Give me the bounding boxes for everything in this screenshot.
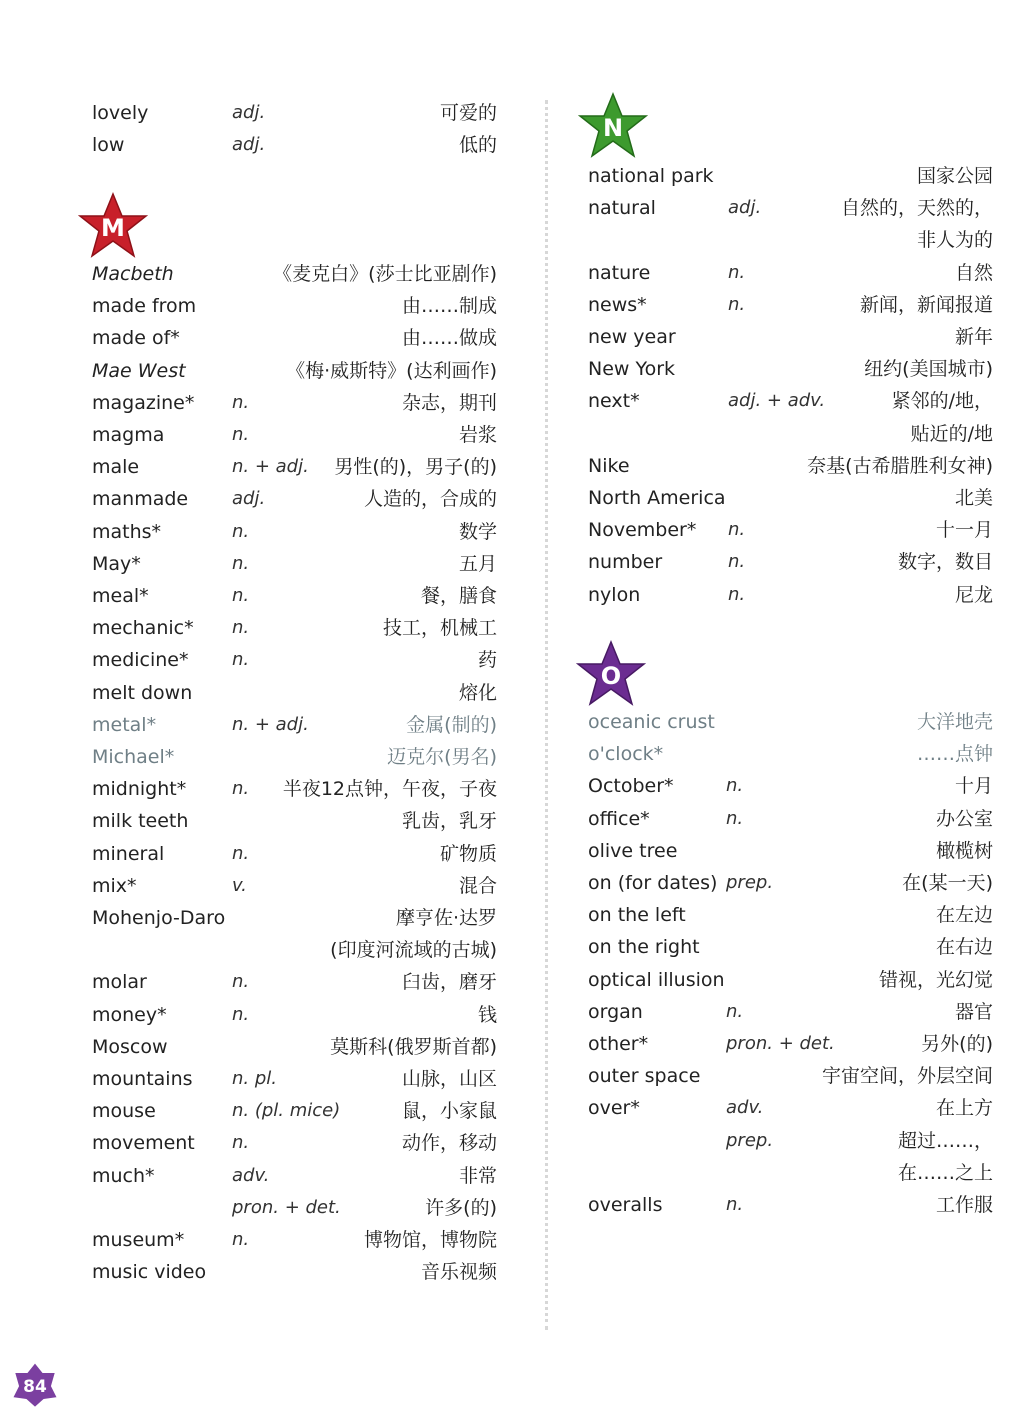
entry-translation: 音乐视频 — [420, 1261, 497, 1284]
entry-translation: 新年 — [954, 326, 993, 348]
entry-translation: 自然 — [954, 261, 993, 284]
entry-part-of-speech: n. — [728, 261, 746, 283]
entry-translation: 在……之上 — [897, 1161, 993, 1184]
entry-translation: 超过……， — [897, 1129, 993, 1152]
entry-translation: 技工，机械工 — [382, 617, 497, 640]
entry-part-of-speech: n. — [728, 583, 746, 605]
glossary-entry — [588, 1028, 993, 1060]
entry-word: New York — [588, 358, 676, 381]
entry-translation: 五月 — [458, 552, 497, 575]
entry-word: low — [92, 134, 125, 157]
entry-translation: 自然的，天然的， — [840, 197, 993, 220]
entry-word: o'clock* — [588, 743, 664, 766]
entry-word: Mohenjo-Daro — [92, 907, 226, 929]
glossary-entry — [588, 482, 993, 514]
entry-translation: 紧邻的/地， — [891, 390, 993, 413]
entry-translation: 低的 — [458, 134, 497, 157]
entry-translation: 动作，移动 — [401, 1132, 497, 1155]
entry-translation: 器官 — [954, 1000, 993, 1023]
entry-word: North America — [588, 487, 726, 509]
letter-o: O — [600, 662, 622, 690]
entry-translation: (印度河流域的古城) — [330, 939, 497, 962]
entry-part-of-speech: adj. — [728, 197, 762, 219]
glossary-entry — [92, 612, 497, 644]
entry-word: mountains — [92, 1068, 193, 1090]
entry-part-of-speech: n. — [232, 778, 250, 800]
entry-part-of-speech: n. — [232, 617, 250, 639]
entry-translation: 非人为的 — [916, 229, 993, 252]
glossary-entry — [92, 483, 497, 515]
entry-translation: 半夜12点钟，午夜，子夜 — [282, 778, 497, 801]
glossary-entry — [588, 738, 993, 770]
entry-part-of-speech: n. (pl. mice) — [232, 1100, 341, 1122]
entry-translation: 熔化 — [458, 681, 497, 704]
entry-part-of-speech: adv. — [232, 1164, 270, 1186]
entry-word: office* — [588, 807, 650, 830]
entry-part-of-speech: n. + adj. — [232, 456, 309, 478]
entry-word: other* — [588, 1033, 649, 1055]
entry-word: metal* — [92, 713, 157, 736]
entry-translation: 混合 — [458, 874, 497, 897]
glossary-entry — [588, 1157, 993, 1189]
entry-part-of-speech: n. — [232, 971, 250, 993]
entry-translation: 另外(的) — [921, 1033, 993, 1055]
glossary-entry — [588, 931, 993, 963]
letter-n: N — [602, 114, 624, 142]
entry-word: made from — [92, 295, 197, 318]
entry-part-of-speech: n. — [728, 519, 746, 541]
entry-translation: 办公室 — [935, 807, 993, 830]
entry-translation: 工作服 — [935, 1194, 993, 1216]
entry-translation: 许多(的) — [425, 1196, 497, 1219]
entry-word: Michael* — [92, 746, 175, 768]
entry-word: molar — [92, 971, 147, 994]
glossary-entry — [92, 97, 497, 129]
glossary-entry — [588, 1125, 993, 1157]
glossary-entry — [92, 322, 497, 354]
entry-translation: 可爱的 — [439, 102, 497, 124]
entry-part-of-speech: n. — [232, 649, 250, 671]
entry-part-of-speech: prep. — [726, 872, 774, 893]
glossary-entry — [92, 1192, 497, 1224]
entry-word: news* — [588, 293, 647, 316]
entry-word: October* — [588, 775, 674, 798]
entry-word: next* — [588, 390, 640, 413]
glossary-entry — [92, 709, 497, 741]
entry-translation: 矿物质 — [439, 842, 497, 865]
page-number-badge — [10, 1360, 60, 1410]
glossary-entry — [588, 353, 993, 385]
glossary-entry — [92, 999, 497, 1031]
glossary-entry — [92, 355, 497, 387]
entry-translation: 由……制成 — [401, 295, 497, 318]
letter-m: M — [101, 214, 125, 242]
entry-translation: 鼠，小家鼠 — [401, 1100, 497, 1123]
entry-word: medicine* — [92, 649, 189, 672]
glossary-entry — [588, 192, 993, 224]
entry-word: new year — [588, 326, 676, 348]
glossary-entry — [92, 966, 497, 998]
glossary-entry — [588, 867, 993, 899]
entry-word: much* — [92, 1164, 155, 1187]
entry-part-of-speech: v. — [232, 874, 247, 896]
entry-part-of-speech: n. — [728, 551, 746, 573]
entry-translation: 宇宙空间，外层空间 — [821, 1065, 993, 1088]
entry-word: mineral — [92, 842, 165, 865]
glossary-entry — [92, 1256, 497, 1288]
entry-translation: 餐，膳食 — [420, 585, 497, 607]
glossary-entry — [92, 290, 497, 322]
entry-translation: 摩亨佐·达罗 — [395, 907, 497, 929]
entry-word: magazine* — [92, 391, 195, 414]
entry-translation: 人造的，合成的 — [363, 488, 497, 511]
entry-word: meal* — [92, 585, 149, 607]
entry-translation: 贴近的/地 — [910, 422, 993, 445]
entry-part-of-speech: n. — [232, 1003, 250, 1025]
entry-part-of-speech: adv. — [726, 1097, 764, 1119]
glossary-entry — [588, 224, 993, 256]
entry-part-of-speech: pron. + det. — [726, 1033, 835, 1054]
glossary-entry — [92, 548, 497, 580]
entry-translation: 奈基(古希腊胜利女神) — [807, 454, 993, 477]
glossary-entry — [92, 1127, 497, 1159]
entry-translation: 十一月 — [935, 519, 993, 542]
entry-translation: 在(某一天) — [902, 872, 993, 894]
entry-translation: 博物馆，博物院 — [363, 1229, 497, 1251]
entry-part-of-speech: n. — [726, 1000, 744, 1022]
entry-translation: 北美 — [954, 487, 993, 509]
entry-word: on the right — [588, 936, 700, 959]
entry-part-of-speech: adj. — [232, 488, 266, 510]
glossary-entry — [92, 805, 497, 837]
entry-translation: 大洋地壳 — [916, 711, 993, 733]
entry-word: manmade — [92, 488, 189, 511]
entry-word: May* — [92, 552, 141, 575]
entry-part-of-speech: n. — [232, 842, 250, 864]
glossary-entry — [92, 934, 497, 966]
entry-word: nylon — [588, 583, 641, 606]
entry-translation: 新闻，新闻报道 — [859, 293, 993, 316]
entry-word: melt down — [92, 681, 193, 704]
entry-part-of-speech: n. — [726, 1194, 744, 1215]
entry-word: Macbeth — [92, 263, 174, 285]
entry-part-of-speech: adj. + adv. — [728, 390, 826, 412]
entry-translation: 错视，光幻觉 — [878, 968, 993, 991]
glossary-entry — [92, 677, 497, 709]
entry-word: milk teeth — [92, 810, 189, 833]
entry-word: midnight* — [92, 778, 187, 801]
entry-translation: 杂志，期刊 — [401, 391, 497, 414]
entry-part-of-speech: n. pl. — [232, 1068, 277, 1089]
glossary-entry — [588, 706, 993, 738]
letter-o-star-badge — [576, 640, 646, 710]
entry-word: music video — [92, 1261, 207, 1284]
entry-word: overalls — [588, 1194, 663, 1216]
entry-word: Moscow — [92, 1035, 168, 1058]
glossary-entry — [92, 644, 497, 676]
entry-word: Nike — [588, 454, 630, 477]
entry-word: over* — [588, 1097, 640, 1120]
glossary-entry — [92, 1160, 497, 1192]
entry-translation: 药 — [477, 649, 497, 672]
glossary-entry — [588, 514, 993, 546]
entry-word: November* — [588, 519, 697, 542]
glossary-entry — [588, 450, 993, 482]
entry-part-of-speech: n. — [232, 424, 250, 445]
entry-word: natural — [588, 197, 656, 220]
glossary-entry — [588, 257, 993, 289]
entry-word: on the left — [588, 904, 686, 927]
glossary-entry — [92, 1063, 497, 1095]
glossary-entry — [588, 835, 993, 867]
letter-m-star-badge — [78, 192, 148, 262]
glossary-entry — [588, 803, 993, 835]
glossary-entry — [92, 580, 497, 612]
entry-translation: 国家公园 — [916, 165, 993, 187]
glossary-entry — [92, 741, 497, 773]
page-number: 84 — [23, 1377, 47, 1397]
glossary-entry — [92, 1095, 497, 1127]
glossary-entry — [92, 902, 497, 934]
entry-part-of-speech: n. — [232, 585, 250, 606]
entry-word: optical illusion — [588, 968, 725, 991]
entry-translation: 迈克尔(男名) — [387, 746, 497, 768]
entry-translation: 男性(的)，男子(的) — [334, 456, 497, 479]
entry-word: mechanic* — [92, 617, 194, 640]
glossary-entry — [588, 770, 993, 802]
entry-translation: 十月 — [954, 775, 993, 798]
glossary-entry — [588, 321, 993, 353]
glossary-entry — [92, 1224, 497, 1256]
entry-word: maths* — [92, 520, 162, 543]
entry-part-of-speech: n. — [232, 520, 250, 542]
entry-part-of-speech: n. — [232, 391, 250, 413]
entry-word: national park — [588, 165, 714, 187]
entry-part-of-speech: n. — [232, 1229, 250, 1250]
glossary-entry — [588, 160, 993, 192]
glossary-entry — [588, 964, 993, 996]
entry-word: made of* — [92, 327, 180, 350]
entry-translation: 《麦克白》(莎士比亚剧作) — [273, 263, 497, 285]
entry-word: magma — [92, 424, 165, 446]
glossary-entry — [92, 516, 497, 548]
entry-translation: 在左边 — [935, 904, 993, 927]
entry-word: mouse — [92, 1100, 156, 1123]
column-divider — [545, 100, 548, 1330]
glossary-entry — [588, 1060, 993, 1092]
glossary-entry — [588, 996, 993, 1028]
entry-translation: 乳齿，乳牙 — [401, 810, 497, 833]
glossary-entry — [92, 258, 497, 290]
entry-translation: 山脉，山区 — [401, 1068, 497, 1090]
entry-word: olive tree — [588, 839, 678, 862]
entry-word: number — [588, 551, 663, 574]
entry-translation: 在右边 — [935, 936, 993, 959]
glossary-entry — [92, 773, 497, 805]
entry-part-of-speech: prep. — [726, 1129, 774, 1151]
entry-word: oceanic crust — [588, 711, 715, 733]
entry-part-of-speech: n. — [726, 807, 744, 829]
entry-word: movement — [92, 1132, 195, 1155]
glossary-entry — [588, 385, 993, 417]
glossary-entry — [92, 387, 497, 419]
entry-word: on (for dates) — [588, 872, 718, 894]
entry-part-of-speech: n. — [232, 1132, 250, 1154]
entry-word: Mae West — [92, 359, 186, 382]
entry-translation: 数字，数目 — [897, 551, 993, 574]
entry-part-of-speech: n. — [728, 293, 746, 315]
entry-word: lovely — [92, 102, 149, 124]
entry-translation: 《梅·威斯特》(达利画作) — [286, 359, 497, 382]
entry-translation: 非常 — [458, 1164, 497, 1187]
glossary-entry — [92, 870, 497, 902]
entry-translation: 由……做成 — [401, 327, 497, 350]
glossary-entry — [588, 1189, 993, 1221]
glossary-entry — [92, 838, 497, 870]
entry-translation: 尼龙 — [954, 583, 993, 606]
entry-part-of-speech: n. — [232, 552, 250, 574]
entry-translation: 纽约(美国城市) — [864, 358, 993, 381]
entry-translation: ……点钟 — [916, 743, 993, 766]
entry-part-of-speech: n. + adj. — [232, 713, 309, 735]
glossary-entry — [588, 289, 993, 321]
entry-translation: 岩浆 — [458, 424, 497, 446]
entry-word: money* — [92, 1003, 167, 1026]
entry-word: mix* — [92, 874, 137, 897]
glossary-entry — [588, 1092, 993, 1124]
glossary-entry — [92, 129, 497, 161]
entry-part-of-speech: adj. — [232, 134, 266, 156]
glossary-entry — [92, 1031, 497, 1063]
entry-part-of-speech: adj. — [232, 102, 266, 123]
entry-translation: 在上方 — [935, 1097, 993, 1120]
entry-translation: 橄榄树 — [935, 839, 993, 862]
entry-word: outer space — [588, 1065, 701, 1088]
entry-part-of-speech: n. — [726, 775, 744, 797]
entry-translation: 数学 — [458, 520, 497, 543]
letter-n-star-badge — [578, 92, 648, 162]
entry-part-of-speech: pron. + det. — [232, 1196, 341, 1218]
entry-translation: 莫斯科(俄罗斯首都) — [330, 1035, 497, 1058]
glossary-entry — [588, 418, 993, 450]
glossary-entry — [588, 579, 993, 611]
entry-translation: 臼齿，磨牙 — [401, 971, 497, 994]
entry-translation: 金属(制的) — [406, 713, 497, 736]
glossary-entry — [92, 419, 497, 451]
entry-word: male — [92, 456, 140, 479]
glossary-entry — [588, 899, 993, 931]
entry-word: museum* — [92, 1229, 185, 1251]
entry-translation: 钱 — [477, 1003, 497, 1026]
entry-word: nature — [588, 261, 651, 284]
glossary-entry — [588, 546, 993, 578]
entry-word: organ — [588, 1000, 643, 1023]
glossary-entry — [92, 451, 497, 483]
